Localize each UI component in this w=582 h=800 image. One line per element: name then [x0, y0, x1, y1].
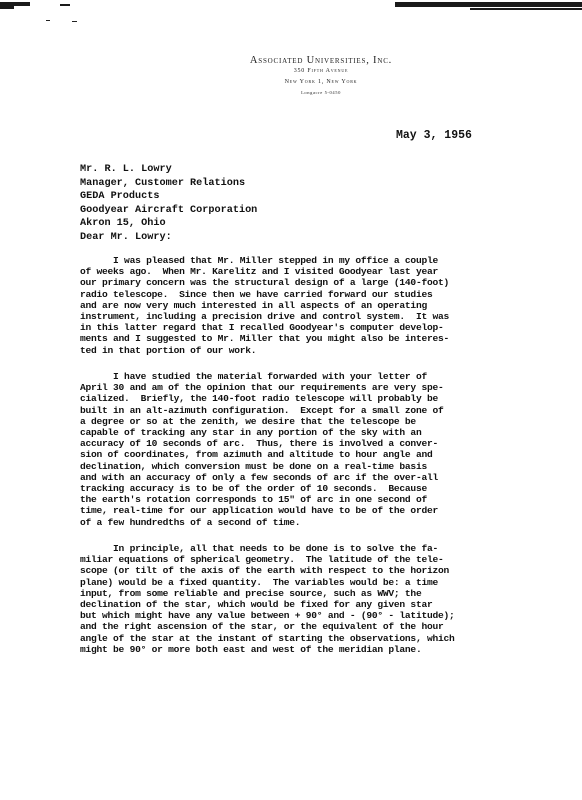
- scan-speck: [72, 21, 77, 22]
- text-line: and the right ascension of the star, or the equivalent of the hour: [80, 621, 444, 633]
- text-line: our primary concern was the structural design of a large (140-foot): [80, 277, 449, 289]
- text-line: the earth's rotation corresponds to 15" of arc in one second of: [80, 494, 427, 506]
- text-line: of weeks ago. When Mr. Karelitz and I visited Goodyear last year: [80, 266, 438, 278]
- scan-speck: [46, 20, 50, 21]
- text-line: declination of the star, which would be fixed for any given star: [80, 599, 433, 611]
- letterhead: [0, 55, 582, 98]
- text-line: tracking accuracy is to be of the order of 10 seconds. Because: [80, 483, 427, 495]
- text-line: plane) would be a fixed quantity. The variables would be: a time: [80, 576, 438, 588]
- paragraph-2: [80, 371, 560, 528]
- letter-date: May 3, 1956: [396, 129, 472, 142]
- text-line: built in an alt-azimuth configuration. Except for a small zone of: [80, 404, 444, 416]
- text-line: a degree or so at the zenith, we desire that the telescope be: [80, 415, 416, 427]
- letterhead-phone: Longacre 5-0450: [301, 90, 341, 95]
- recipient-address: [80, 163, 257, 231]
- text-line: and are now very much interested in all aspects of an operating: [80, 299, 427, 311]
- salutation: Dear Mr. Lowry:: [80, 232, 172, 243]
- recipient-line: Mr. R. L. Lowry: [80, 164, 172, 175]
- paragraph-3: [80, 543, 560, 655]
- text-line: cialized. Briefly, the 140-foot radio telescope will probably be: [80, 393, 438, 405]
- letterhead-city: New York 1, New York: [284, 79, 358, 85]
- text-line: I have studied the material forwarded with your letter of: [80, 371, 427, 382]
- text-line: April 30 and am of the opinion that our requirements are very spe-: [80, 382, 444, 394]
- letterhead-street: 350 Fifth Avenue: [293, 68, 349, 74]
- text-line: scope (or tilt of the axis of the earth with respect to the horizon: [80, 565, 449, 577]
- text-line: I was pleased that Mr. Miller stepped in my office a couple: [80, 255, 438, 266]
- text-line: input, from some reliable and precise source, such as WWV; the: [80, 587, 422, 599]
- text-line: ted in that portion of our work.: [80, 344, 257, 356]
- text-line: In principle, all that needs to be done is to solve the fa-: [80, 543, 438, 554]
- text-line: sion of coordinates, from azimuth and altitude to hour angle and: [80, 449, 433, 461]
- text-line: declination, which conversion must be done on a real-time basis: [80, 460, 427, 472]
- text-line: radio telescope. Since then we have carried forward our studies: [80, 288, 433, 300]
- text-line: capable of tracking any star in any portion of the sky with an: [80, 427, 422, 439]
- text-line: in this latter regard that I recalled Goodyear's computer develop-: [80, 322, 444, 334]
- recipient-line: Goodyear Aircraft Corporation: [80, 204, 258, 216]
- text-line: of a few hundredths of a second of time.: [80, 516, 301, 528]
- recipient-line: Akron 15, Ohio: [80, 218, 166, 230]
- text-line: but which might have any value between + 90° and - (90° - latitude);: [80, 610, 455, 622]
- recipient-line: Manager, Customer Relations: [80, 177, 246, 189]
- text-line: miliar equations of spherical geometry. The latitude of the tele-: [80, 554, 444, 566]
- text-line: ments and I suggested to Mr. Miller that you might also be interes-: [80, 333, 449, 345]
- scan-top-edge: [0, 0, 582, 14]
- recipient-line: GEDA Products: [80, 191, 160, 203]
- letterhead-organization: Associated Universities, Inc.: [249, 55, 393, 66]
- text-line: time, real-time for our application would have to be of the order: [80, 505, 438, 517]
- text-line: and with an accuracy of only a few seconds of arc if the over-all: [80, 471, 438, 483]
- text-line: accuracy of 10 seconds of arc. Thus, there is involved a conver-: [80, 438, 438, 450]
- text-line: angle of the star at the instant of starting the observations, which: [80, 632, 455, 644]
- text-line: might be 90° or more both east and west of the meridian plane.: [80, 643, 422, 655]
- paragraph-1: [80, 255, 560, 356]
- text-line: instrument, including a precision drive and control system. It was: [80, 311, 449, 323]
